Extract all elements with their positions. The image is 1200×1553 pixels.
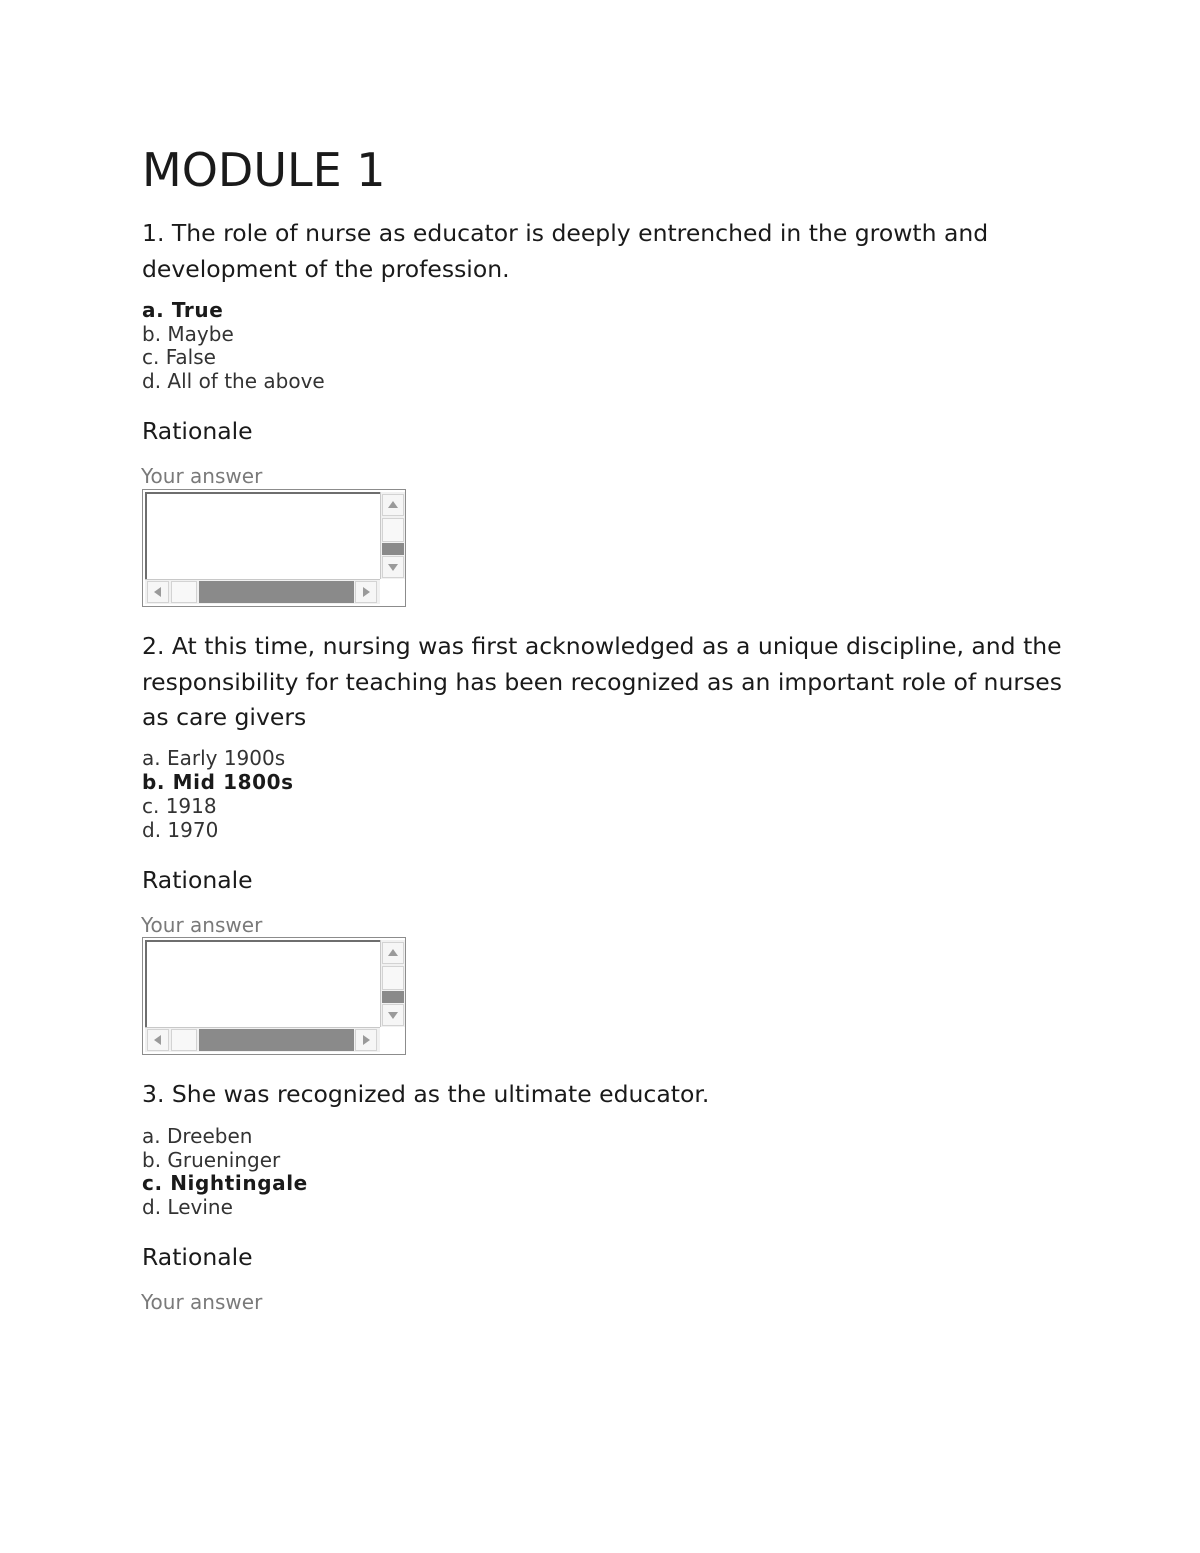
vertical-scroll-thumb[interactable] <box>382 543 404 555</box>
vertical-scroll-thumb[interactable] <box>382 991 404 1003</box>
scroll-track[interactable] <box>382 966 404 990</box>
scroll-down-button[interactable] <box>382 556 404 578</box>
scroll-track[interactable] <box>171 581 197 603</box>
question-1-text: 1. The role of nurse as educator is deeply entrenched in the growth and development of the profession. <box>142 219 989 283</box>
vertical-scrollbar[interactable] <box>380 492 405 579</box>
question-3-option-a: a. Dreeben <box>142 1124 253 1148</box>
resize-corner[interactable] <box>380 1027 404 1052</box>
question-1-option-b: b. Maybe <box>142 322 234 346</box>
question-2-option-b: b. Mid 1800s <box>142 770 294 794</box>
question-3-rationale-label: Rationale <box>142 1243 253 1271</box>
question-1-option-c: c. False <box>142 345 216 369</box>
scroll-up-button[interactable] <box>382 942 404 964</box>
question-1-rationale-label: Rationale <box>142 417 253 445</box>
question-3-text: 3. She was recognized as the ultimate educator. <box>142 1080 710 1108</box>
scroll-up-button[interactable] <box>382 494 404 516</box>
question-1-answer-textarea[interactable] <box>142 489 406 607</box>
question-1-option-a: a. True <box>142 298 224 322</box>
question-2-rationale-label: Rationale <box>142 866 253 894</box>
triangle-right-icon <box>363 587 370 597</box>
textarea-input-area[interactable] <box>145 940 381 1028</box>
triangle-up-icon <box>388 949 398 956</box>
scroll-down-button[interactable] <box>382 1004 404 1026</box>
question-3-option-d: d. Levine <box>142 1195 233 1219</box>
triangle-up-icon <box>388 501 398 508</box>
resize-corner[interactable] <box>380 579 404 604</box>
question-3-option-b: b. Grueninger <box>142 1148 281 1172</box>
horizontal-scroll-thumb[interactable] <box>199 581 354 603</box>
horizontal-scrollbar[interactable] <box>145 579 380 604</box>
triangle-right-icon <box>363 1035 370 1045</box>
scroll-right-button[interactable] <box>355 581 377 603</box>
question-1-option-d: d. All of the above <box>142 369 325 393</box>
question-2-option-c: c. 1918 <box>142 794 217 818</box>
question-2-answer-label: Your answer <box>141 913 263 937</box>
textarea-input-area[interactable] <box>145 492 381 580</box>
horizontal-scrollbar[interactable] <box>145 1027 380 1052</box>
question-2-text: 2. At this time, nursing was first acknowledged as a unique discipline, and the responsibility for teaching has been recognized as an important role of nurses as care givers <box>142 632 1062 731</box>
question-1-answer-label: Your answer <box>141 464 263 488</box>
question-2-option-d: d. 1970 <box>142 818 219 842</box>
triangle-left-icon <box>154 587 161 597</box>
question-2-answer-textarea[interactable] <box>142 937 406 1055</box>
triangle-left-icon <box>154 1035 161 1045</box>
scroll-right-button[interactable] <box>355 1029 377 1051</box>
page-title: MODULE 1 <box>142 143 386 197</box>
horizontal-scroll-thumb[interactable] <box>199 1029 354 1051</box>
triangle-down-icon <box>388 564 398 571</box>
scroll-track[interactable] <box>171 1029 197 1051</box>
question-3-answer-label: Your answer <box>141 1290 263 1314</box>
scroll-track[interactable] <box>382 518 404 542</box>
question-2-option-a: a. Early 1900s <box>142 746 286 770</box>
scroll-left-button[interactable] <box>147 581 169 603</box>
vertical-scrollbar[interactable] <box>380 940 405 1027</box>
question-3-option-c: c. Nightingale <box>142 1171 308 1195</box>
triangle-down-icon <box>388 1012 398 1019</box>
scroll-left-button[interactable] <box>147 1029 169 1051</box>
